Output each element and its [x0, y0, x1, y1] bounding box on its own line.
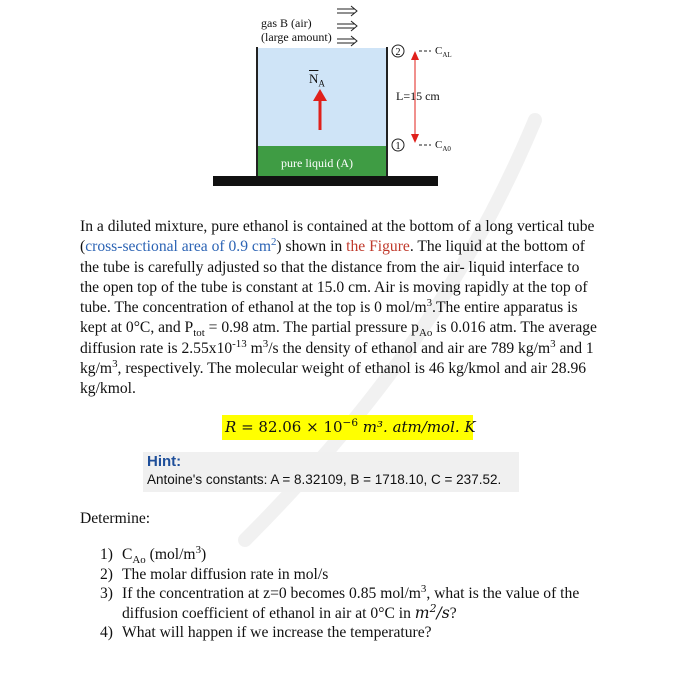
hint-text: Antoine's constants: A = 8.32109, B = 1718.10, C = 237.52.	[147, 472, 502, 487]
q3-unit-s: /s	[436, 603, 450, 622]
question-3	[100, 584, 620, 623]
gas-flow-arrows	[337, 6, 357, 46]
length-arrow-down-icon	[411, 134, 419, 143]
gas-label	[261, 16, 332, 44]
question-number: 2)	[100, 565, 113, 583]
question-number: 4)	[100, 624, 113, 641]
q1-unit-sup: 3	[195, 543, 202, 556]
flux-symbol: $\overline{N}$	[309, 71, 319, 86]
flow-arrow-icon	[337, 6, 357, 16]
liquid-label: pure liquid (A)	[281, 156, 353, 170]
question-4	[100, 623, 620, 643]
questions-list	[100, 545, 620, 643]
q2-text: The molar diffusion rate in mol/s	[122, 565, 329, 583]
hint-title: Hint:	[147, 453, 182, 470]
q3-sup: 3	[420, 582, 427, 595]
flux-subscript: A	[318, 78, 325, 89]
q3-unit-m: m	[414, 603, 430, 622]
q3-unit-sup: 2	[429, 601, 437, 615]
para-sup-7: 3	[262, 337, 269, 350]
para-text-5: = 0.98 atm. The partial pressure p	[204, 319, 419, 337]
para-text-10: , respectively. The molecular weight of ethanol is 46 kg/kmol and air 28.96 kg/kmol.	[80, 360, 587, 398]
area-sup: 2	[270, 236, 277, 249]
formula-lhs: R	[225, 418, 237, 436]
diffusion-tube-figure	[205, 0, 535, 190]
hint-box	[143, 452, 519, 492]
formula-value: = 82.06 × 10	[236, 418, 343, 436]
c-top-subscript: AL	[442, 51, 452, 60]
flow-arrow-icon	[337, 21, 357, 31]
q3-text-a: If the concentration at z=0 becomes 0.85 mol/m	[122, 585, 421, 602]
gas-constant-formula	[222, 415, 476, 440]
question-number: 1)	[100, 546, 113, 563]
c-bottom-symbol: C	[435, 139, 443, 151]
point-1-label: 1	[395, 141, 401, 152]
figure-svg	[205, 0, 535, 190]
question-1	[100, 545, 620, 565]
para-sup-9: 3	[112, 357, 118, 370]
c-top-label	[435, 45, 452, 60]
gas-label-line2: (large amount)	[261, 30, 332, 44]
c-bottom-label	[435, 139, 451, 154]
para-text-8: /s the density of ethanol and air are 789 kg/m	[268, 339, 551, 357]
q1-subscript: Ao	[132, 554, 146, 567]
para-sup-6: -13	[232, 337, 247, 350]
para-text-4: .The entire apparatus is kept at 0°C, and P	[80, 299, 578, 337]
flux-label	[309, 71, 325, 87]
para-text-1: In a diluted mixture, pure ethanol is contained at the bottom of a long vertical tube (	[80, 218, 595, 256]
formula-exponent: −6	[342, 417, 359, 429]
q1-close: )	[201, 546, 207, 563]
para-text-6: is 0.016 atm. The average diffusion rate is 2.55x10	[80, 319, 597, 357]
q1-symbol: C	[122, 546, 133, 563]
problem-paragraph	[80, 217, 600, 400]
question-number: 3)	[100, 585, 113, 602]
q3-unit	[414, 601, 450, 622]
para-sup-3: 3	[426, 297, 433, 309]
para-text-3: . The liquid at the bottom of the tube is carefully adjusted so that the distance from the air- liquid interface to the open top of the tube is constant at 15.0 cm. Air is moving rapidly at the top of tube. The concentration of ethanol at the top is 0 mol/m	[80, 238, 588, 317]
para-sup-8: 3	[550, 337, 556, 350]
q3-text-b: , what is the value of the diffusion coefficient of ethanol in air at 0°C in	[122, 585, 580, 622]
area-highlight	[85, 238, 276, 255]
base-plate	[213, 176, 438, 186]
c-bottom-subscript: A0	[442, 145, 451, 154]
para-text-7: m	[246, 339, 263, 357]
figure-reference: the Figure	[346, 238, 410, 256]
question-2	[100, 565, 620, 585]
point-2-label: 2	[395, 47, 401, 58]
formula-unit: m³. atm/mol. K	[358, 418, 476, 436]
determine-heading: Determine:	[80, 510, 151, 527]
length-arrow-up-icon	[411, 51, 419, 60]
area-text: cross-sectional area of 0.9 cm	[85, 238, 271, 256]
para-sub-5: Ao	[418, 327, 433, 340]
c-top-symbol: C	[435, 45, 443, 57]
para-sub-4: tot	[193, 327, 205, 340]
length-label: L=15 cm	[396, 89, 440, 103]
para-text-2: ) shown in	[276, 238, 347, 256]
q1-unit: (mol/m	[145, 546, 196, 563]
q3-qmark: ?	[449, 604, 457, 622]
flow-arrow-icon	[337, 36, 357, 46]
q4-text: What will happen if we increase the temperature?	[122, 624, 432, 641]
gas-label-line1: gas B (air)	[261, 16, 312, 30]
para-text-9: and 1 kg/m	[80, 339, 594, 378]
